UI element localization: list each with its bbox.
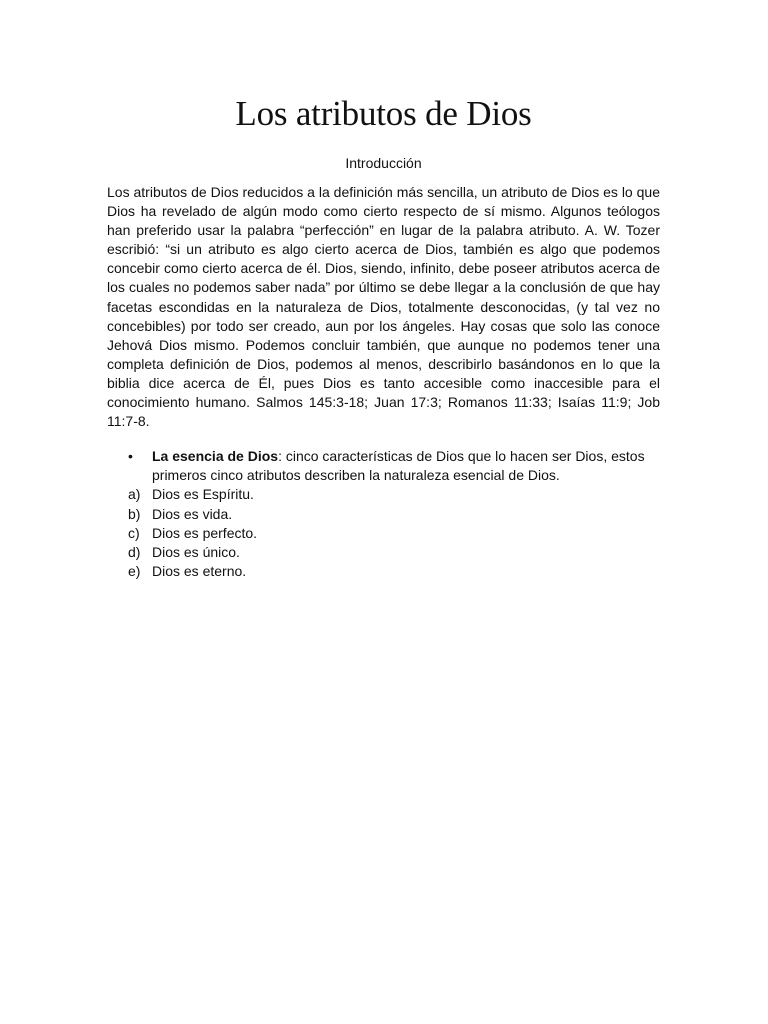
list-item [107, 505, 660, 524]
document-title: Los atributos de Dios [235, 94, 532, 133]
bullet-marker: • [128, 448, 133, 465]
bullet-list [107, 447, 660, 485]
bullet-text: : cinco características de Dios que lo hacen ser Dios, estos primeros cinco atributos describen la naturaleza esencial de Dios. [152, 448, 645, 484]
list-item [107, 524, 660, 543]
list-item-text: Dios es eterno. [152, 563, 247, 580]
intro-paragraph: Los atributos de Dios reducidos a la definición más sencilla, un atributo de Dios es lo que Dios ha revelado de algún modo como cierto respecto de sí mismo. Algunos teólogos han preferido usar la palabra “perfección” en lugar de la palabra atributo. A. W. Tozer escribió: “si un atributo es algo cierto acerca de Dios, también es algo que podemos concebir como cierto acerca de él. Dios, siendo, infinito, debe poseer atributos acerca de los cuales no podemos saber nada” por último se debe llegar a la conclusión de que hay facetas escondidas en la naturaleza de Dios, totalmente desconocidas, (y tal vez no concebibles) por todo ser creado, aun por los ángeles. Hay cosas que solo las conoce Jehová Dios mismo. Podemos concluir también, que aunque no podemos tener una completa definición de Dios, podemos al menos, describirlo basándonos en lo que la biblia dice acerca de Él, pues Dios es tanto accesible como inaccesible para el conocimiento humano. Salmos 145:3-18; Juan 17:3; Romanos 11:33; Isaías 11:9; Job 11:7-8. [107, 184, 660, 430]
sub-list [107, 485, 660, 581]
list-item-marker: e) [128, 563, 141, 580]
list-item-marker: a) [128, 486, 141, 503]
list-item-text: Dios es único. [152, 544, 240, 561]
bullet-item-essence [107, 447, 660, 485]
list-item [107, 485, 660, 504]
list-item-marker: b) [128, 505, 141, 522]
bullet-term: La esencia de Dios [152, 448, 279, 465]
list-item-marker: c) [128, 524, 140, 541]
list-item [107, 562, 660, 581]
list-item-text: Dios es vida. [152, 505, 233, 522]
list-item [107, 543, 660, 562]
list-item-text: Dios es Espíritu. [152, 486, 254, 503]
list-item-marker: d) [128, 544, 141, 561]
section-heading: Introducción [345, 155, 422, 171]
list-item-text: Dios es perfecto. [152, 524, 258, 541]
